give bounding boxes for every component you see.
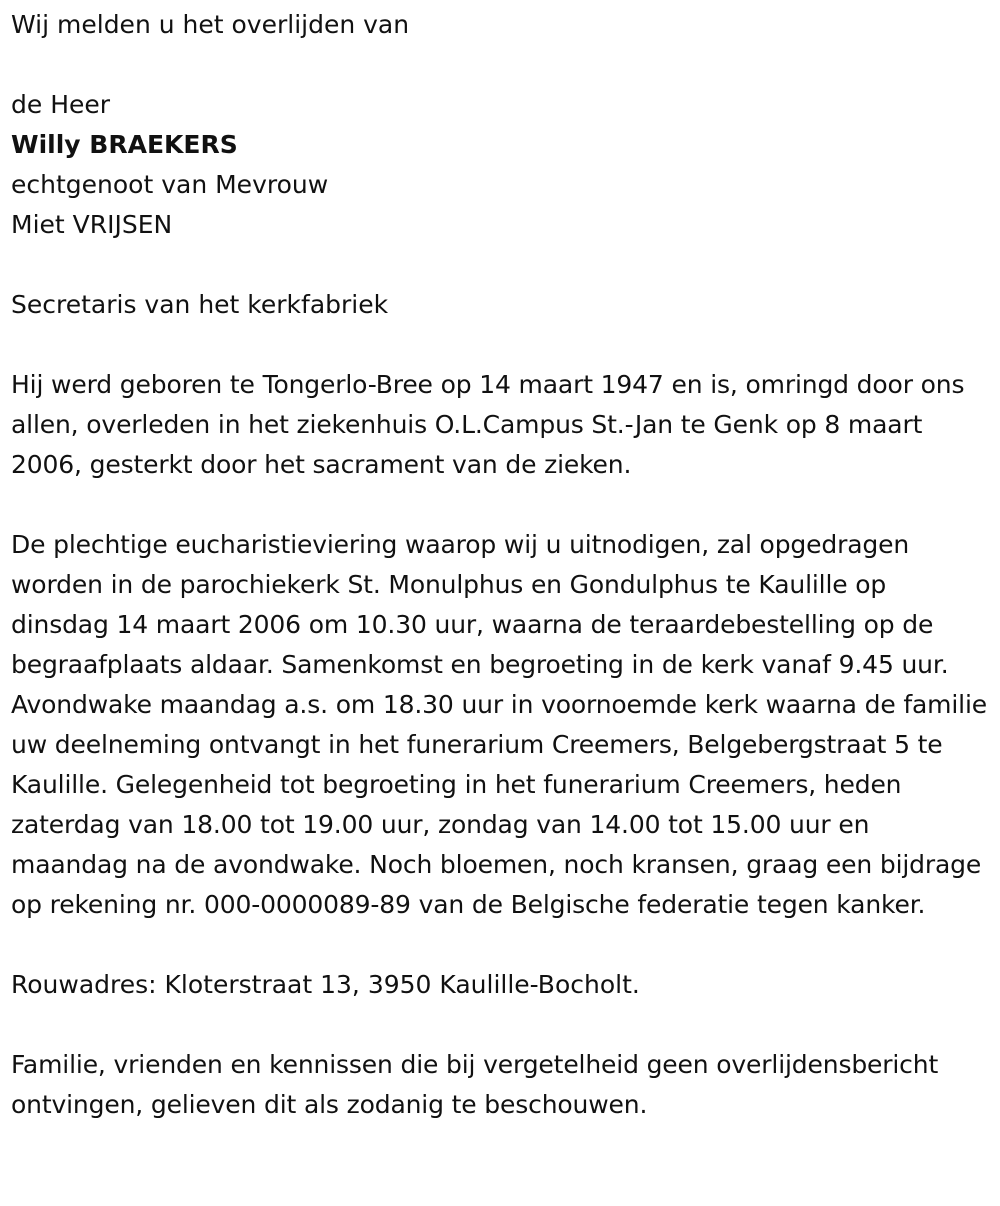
intro-text: Wij melden u het overlijden van — [11, 10, 410, 39]
spacer — [11, 485, 991, 525]
spacer — [11, 325, 991, 365]
birth-death-paragraph: Hij werd geboren te Tongerlo-Bree op 14 maart 1947 en is, omringd door ons allen, overleden in het ziekenhuis O.L.Campus St.-Jan te Genk op 8 maart 2006, gesterkt door het sacrament van de zieken. — [11, 370, 965, 479]
spacer — [11, 1005, 991, 1045]
closing-paragraph: Familie, vrienden en kennissen die bij vergetelheid geen overlijdensbericht ontvingen, gelieven dit als zodanig te beschouwen. — [11, 1050, 939, 1119]
mourning-address: Rouwadres: Kloterstraat 13, 3950 Kaulille-Bocholt. — [11, 970, 640, 999]
spouse-name: Miet VRIJSEN — [11, 210, 173, 239]
spacer — [11, 925, 991, 965]
role-text: Secretaris van het kerkfabriek — [11, 290, 389, 319]
deceased-name: Willy BRAEKERS — [11, 130, 238, 159]
death-notice — [11, 5, 991, 1125]
spacer — [11, 45, 991, 85]
service-paragraph: De plechtige eucharistieviering waarop wij u uitnodigen, zal opgedragen worden in de parochiekerk St. Monulphus en Gondulphus te Kaulille op dinsdag 14 maart 2006 om 10.30 uur, waarna de teraardebestelling op de begraafplaats aldaar. Samenkomst en begroeting in de kerk vanaf 9.45 uur. Avondwake maandag a.s. om 18.30 uur in voornoemde kerk waarna de familie uw deelneming ontvangt in het funerarium Creemers, Belgebergstraat 5 te Kaulille. Gelegenheid tot begroeting in het funerarium Creemers, heden zaterdag van 18.00 tot 19.00 uur, zondag van 14.00 tot 15.00 uur en maandag na de avondwake. Noch bloemen, noch kransen, graag een bijdrage op rekening nr. 000-0000089-89 van de Belgische federatie tegen kanker. — [11, 530, 988, 919]
spouse-line: echtgenoot van Mevrouw — [11, 170, 329, 199]
salutation: de Heer — [11, 90, 111, 119]
spacer — [11, 245, 991, 285]
